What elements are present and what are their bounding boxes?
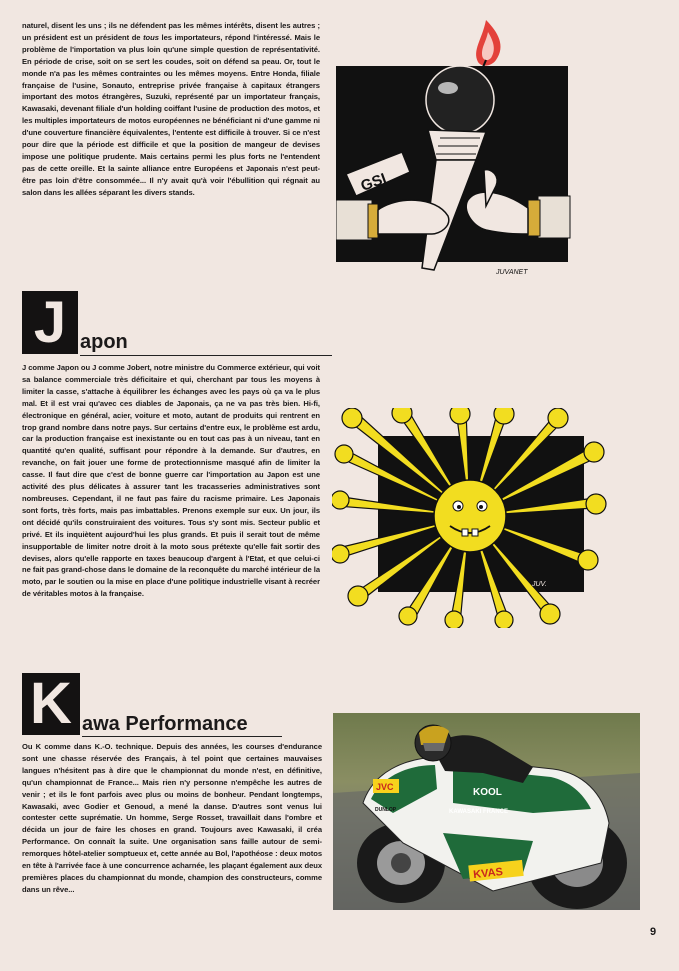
section-letter-j	[22, 291, 78, 354]
section-title-kawa: awa Performance	[82, 713, 248, 735]
torch-illustration	[336, 20, 572, 278]
bike-number-text: KVAS	[472, 866, 504, 882]
section-letter-k	[22, 673, 80, 735]
bike-sponsor-text: JVC	[376, 782, 394, 792]
page-number: 9	[650, 926, 657, 938]
kawa-paragraph: Ou K comme dans K.-O. technique. Depuis des années, les courses d'endurance sont une chasse réservée des Français, à tel point que certaines mauvaises langues n'hésitent pas à dire que le championnat du monde n'est, en définitive, qu'un championnat de France... Mais rien n'y personne n'empêche les autres de venir ; et ils le font parfois avec plus ou moins de bonheur. Pendant longtemps, Kawasaki, avec Godier et Genoud, a mené la danse. D'autres sont venus lui contester cette suprématie. Un homme, Serge Rosset, travaillait dans l'ombre et décida un jour de faire les choses en grand. Toujours avec Kawasaki, il créa Performance. On connaît la suite. Une organisation sans faille autour de semi-remorques hôtel-atelier somptueux et, cette année au Bol, l'apothéose : deux motos en tête à l'arrivée face à une concurrence acharnée, les plaçant également aux deux premières places du championnat du monde, champion des constructeurs, comme dans un rêve...	[22, 742, 322, 894]
section-letter-k-glyph: K	[30, 671, 72, 736]
bike-lower-text: DUNLOP	[375, 807, 397, 813]
torch-signature: JUVANET	[496, 269, 528, 276]
motorcycle-photo	[333, 713, 640, 910]
bike-brand-text: KOOL	[473, 787, 502, 798]
section-title-japon: apon	[80, 331, 128, 353]
sun-hands-illustration	[332, 408, 608, 628]
intro-text-start: naturel, disent les uns ; ils ne défendent pas les mêmes intérêts, disent les autres ; un président est un président de	[22, 21, 320, 42]
japon-paragraph: J comme Japon ou J comme Jobert, notre ministre du Commerce extérieur, qui voit sa balance commerciale très déficitaire et qui, cherchant par tous les moyens à limiter la casse, s'attache à équilibrer les échanges avec les pays où ça va le plus mal. Et il est vrai qu'avec ces diables de Japonais, ça ne va pas très bien. Hi-fi, électronique en général, acier, voiture et moto, autant de produits qui rentrent en trop grand nombre dans notre pays. Sur certains d'entre eux, le problème est ardu, car la production française est inexistante ou en tout cas pas à un niveau, tant en quantité qu'en qualité, suffisant pour répondre à la demande. Sur d'autres, en revanche, on fait jouer une forme de protectionnisme masqué afin de limiter la casse. Il faut dire que c'est de bonne guerre car l'importation au Japon est une activité des plus délicates à assurer tant les tracasseries administratives sont nombreuses. Cependant, il ne faut pas faire du racisme primaire. Les Japonais sont forts, très forts, mais pas imbattables. Prenons exemple sur eux. Un jour, ils ont décidé qu'ils construiraient des voitures. Tous s'y sont mis. Secteur public et privé. Et ils inquiètent aujourd'hui les plus grands. Et puis il serait tout de même insupportable de limiter notre droit à la moto sous prétexte qu'elle fait sortir des devises, alors qu'elle rapporte en taxes beaucoup d'argent à l'Etat, et que celui-ci ne fait pas grand-chose dans le domaine de la reconquête du marché intérieur de la moto, par le soutien ou la mise en place d'une politique industrielle visant à recréer de véritables motos à la française.	[22, 363, 320, 599]
section-rule-japon	[80, 355, 332, 356]
intro-text-end: les importateurs, répond l'intéressé. Mais le problème de l'importation va plus loin qu'une simple question de représentativité. En période de crise, soit on se sert les coudes, soit on défend sa peau. Or, tout le monde n'a pas les mêmes contraintes ou les mêmes moyens. Entre Honda, filiale française de l'usine, Sonauto, entreprise privée française à capitaux étrangers important des motos étrangères, Suzuki, représenté par un importateur français, Kawasaki, devenant filiale d'un holding coiffant l'usine de production des motos, et les multiples importateurs de motos européennes ne bénéficiant ni d'une gamme ni d'une couverture financière équivalentes, l'entente est difficile à trouver. Si ce n'est pour dire que la période est difficile et que la position de mangeur de devises impose une politique prudente. Mais certains permi les plus forts ne l'entendent pas de cette oreille. Et la sainte alliance entre Européens et Japonais n'est peut-être pas loin d'être consommée... Il n'y avait qu'à voir l'ébullition qui régnait au salon dans les allées séparant les divers stands.	[22, 32, 320, 197]
sun-signature: JUV.	[532, 581, 547, 588]
intro-paragraph	[22, 20, 320, 282]
bike-fairing-text: KAWASAKI FRANCE	[449, 809, 509, 815]
section-letter-j-glyph: J	[33, 289, 67, 355]
torch-tag-label: GSI	[358, 170, 389, 195]
intro-emphasis: tous	[143, 32, 159, 42]
section-rule-kawa	[82, 736, 282, 737]
